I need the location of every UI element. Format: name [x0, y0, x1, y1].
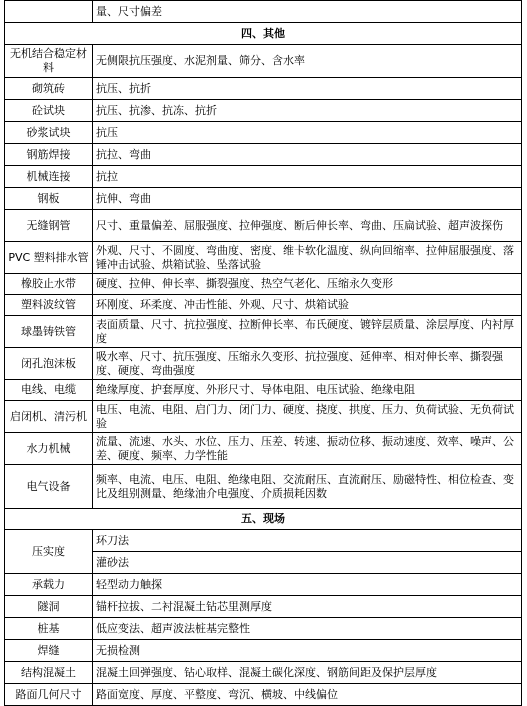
row-text-cell: 硬度、拉伸、伸长率、撕裂强度、热空气老化、压缩永久变形: [93, 274, 522, 295]
row-text-cell: 吸水率、尺寸、抗压强度、压缩永久变形、抗拉强度、延伸率、相对伸长率、撕裂强度、硬度、弯曲强度: [93, 348, 522, 380]
row-label-cell: 电气设备: [5, 465, 93, 509]
section-row: [5, 23, 522, 45]
section-row: [5, 509, 522, 530]
row-label-cell: 塑料波纹管: [5, 295, 93, 316]
row-text-cell: 路面宽度、厚度、平整度、弯沉、横坡、中线偏位: [93, 684, 522, 706]
row-label-cell: 砌筑砖: [5, 78, 93, 100]
table-row: [5, 78, 522, 100]
table-row: [5, 380, 522, 401]
row-label-cell: 橡胶止水带: [5, 274, 93, 295]
row-text-cell: 轻型动力触探: [93, 574, 522, 596]
row-text-cell: 外观、尺寸、不圆度、弯曲度、密度、维卡软化温度、纵向回缩率、拉伸屈服强度、落锤冲击试验、烘箱试验、坠落试验: [93, 242, 522, 274]
row-text-cell: 抗伸、弯曲: [93, 188, 522, 210]
table-row: [5, 574, 522, 596]
table-row: [5, 295, 522, 316]
row-label-cell: 压实度: [5, 530, 93, 574]
row-label-cell: 钢板: [5, 188, 93, 210]
table-row: [5, 144, 522, 166]
row-text-cell: 无侧限抗压强度、水泥剂量、筛分、含水率: [93, 45, 522, 78]
table-row: [5, 242, 522, 274]
row-label-cell: 球墨铸铁管: [5, 316, 93, 348]
table-row: [5, 401, 522, 433]
table-row: [5, 618, 522, 640]
table-row: [5, 596, 522, 618]
row-label-cell: 电线、电缆: [5, 380, 93, 401]
table-row: [5, 433, 522, 465]
row-label-cell: 砼试块: [5, 100, 93, 122]
row-text-cell: 流量、流速、水头、水位、压力、压差、转速、振动位移、振动速度、效率、噪声、公差、硬度、频率、力学性能: [93, 433, 522, 465]
row-label-cell: 砂浆试块: [5, 122, 93, 144]
table-row: [5, 316, 522, 348]
row-text-cell: 尺寸、重量偏差、屈服强度、拉伸强度、断后伸长率、弯曲、压扁试验、超声波探伤: [93, 210, 522, 242]
table-row: [5, 530, 522, 552]
section-heading: 五、现场: [5, 509, 522, 530]
table-row: [5, 348, 522, 380]
row-text-cell: 抗拉、弯曲: [93, 144, 522, 166]
row-label-cell: 无机结合稳定材料: [5, 45, 93, 78]
row-text-cell: 灌砂法: [93, 552, 522, 574]
row-label-cell: 隧洞: [5, 596, 93, 618]
test-items-table: [4, 0, 522, 706]
row-label-cell: 路面几何尺寸: [5, 684, 93, 706]
row-text-cell: 环刀法: [93, 530, 522, 552]
row-label-cell: 桩基: [5, 618, 93, 640]
row-text-cell: 锚杆拉拔、二衬混凝土钻芯里测厚度: [93, 596, 522, 618]
row-label-cell: 机械连接: [5, 166, 93, 188]
row-text-cell: 抗压、抗渗、抗冻、抗折: [93, 100, 522, 122]
table-row: [5, 640, 522, 662]
row-label-cell: 承载力: [5, 574, 93, 596]
row-text-cell: 低应变法、超声波法桩基完整性: [93, 618, 522, 640]
table-row: [5, 662, 522, 684]
row-text-cell: 环刚度、环柔度、冲击性能、外观、尺寸、烘箱试验: [93, 295, 522, 316]
row-label-cell: 水力机械: [5, 433, 93, 465]
row-text-cell: 抗拉: [93, 166, 522, 188]
row-text-cell: 表面质量、尺寸、抗拉强度、拉断伸长率、布氏硬度、镀锌层质量、涂层厚度、内衬厚度: [93, 316, 522, 348]
table-row: [5, 465, 522, 509]
table-row: [5, 1, 522, 23]
table-row: [5, 45, 522, 78]
row-text-cell: 电压、电流、电阻、启门力、闭门力、硬度、挠度、拱度、压力、负荷试验、无负荷试验: [93, 401, 522, 433]
row-label-cell: PVC 塑料排水管: [5, 242, 93, 274]
row-text-cell: 抗压: [93, 122, 522, 144]
row-text-cell: 绝缘厚度、护套厚度、外形尺寸、导体电阻、电压试验、绝缘电阻: [93, 380, 522, 401]
row-label-cell: 无缝钢管: [5, 210, 93, 242]
row-label-cell: 焊缝: [5, 640, 93, 662]
row-text-cell: 无损检测: [93, 640, 522, 662]
row-text-cell: 抗压、抗折: [93, 78, 522, 100]
row-text-cell: 频率、电流、电压、电阻、绝缘电阻、交流耐压、直流耐压、励磁特性、相位检查、变比及组别测量、绝缘油介电强度、介质损耗因数: [93, 465, 522, 509]
table-row: [5, 210, 522, 242]
table-row: [5, 684, 522, 706]
row-label-cell: 结构混凝土: [5, 662, 93, 684]
table-row: [5, 188, 522, 210]
table-row: [5, 122, 522, 144]
row-text-cell: 混凝土回弹强度、钻心取样、混凝土碳化深度、钢筋间距及保护层厚度: [93, 662, 522, 684]
row-label-cell: 启闭机、清污机: [5, 401, 93, 433]
table-row: [5, 166, 522, 188]
row-text-cell: 量、尺寸偏差: [93, 1, 522, 23]
table-row: [5, 100, 522, 122]
section-heading: 四、其他: [5, 23, 522, 45]
row-label-cell: 闭孔泡沫板: [5, 348, 93, 380]
table-row: [5, 274, 522, 295]
row-label-cell: 钢筋焊接: [5, 144, 93, 166]
row-label-cell: [5, 1, 93, 23]
